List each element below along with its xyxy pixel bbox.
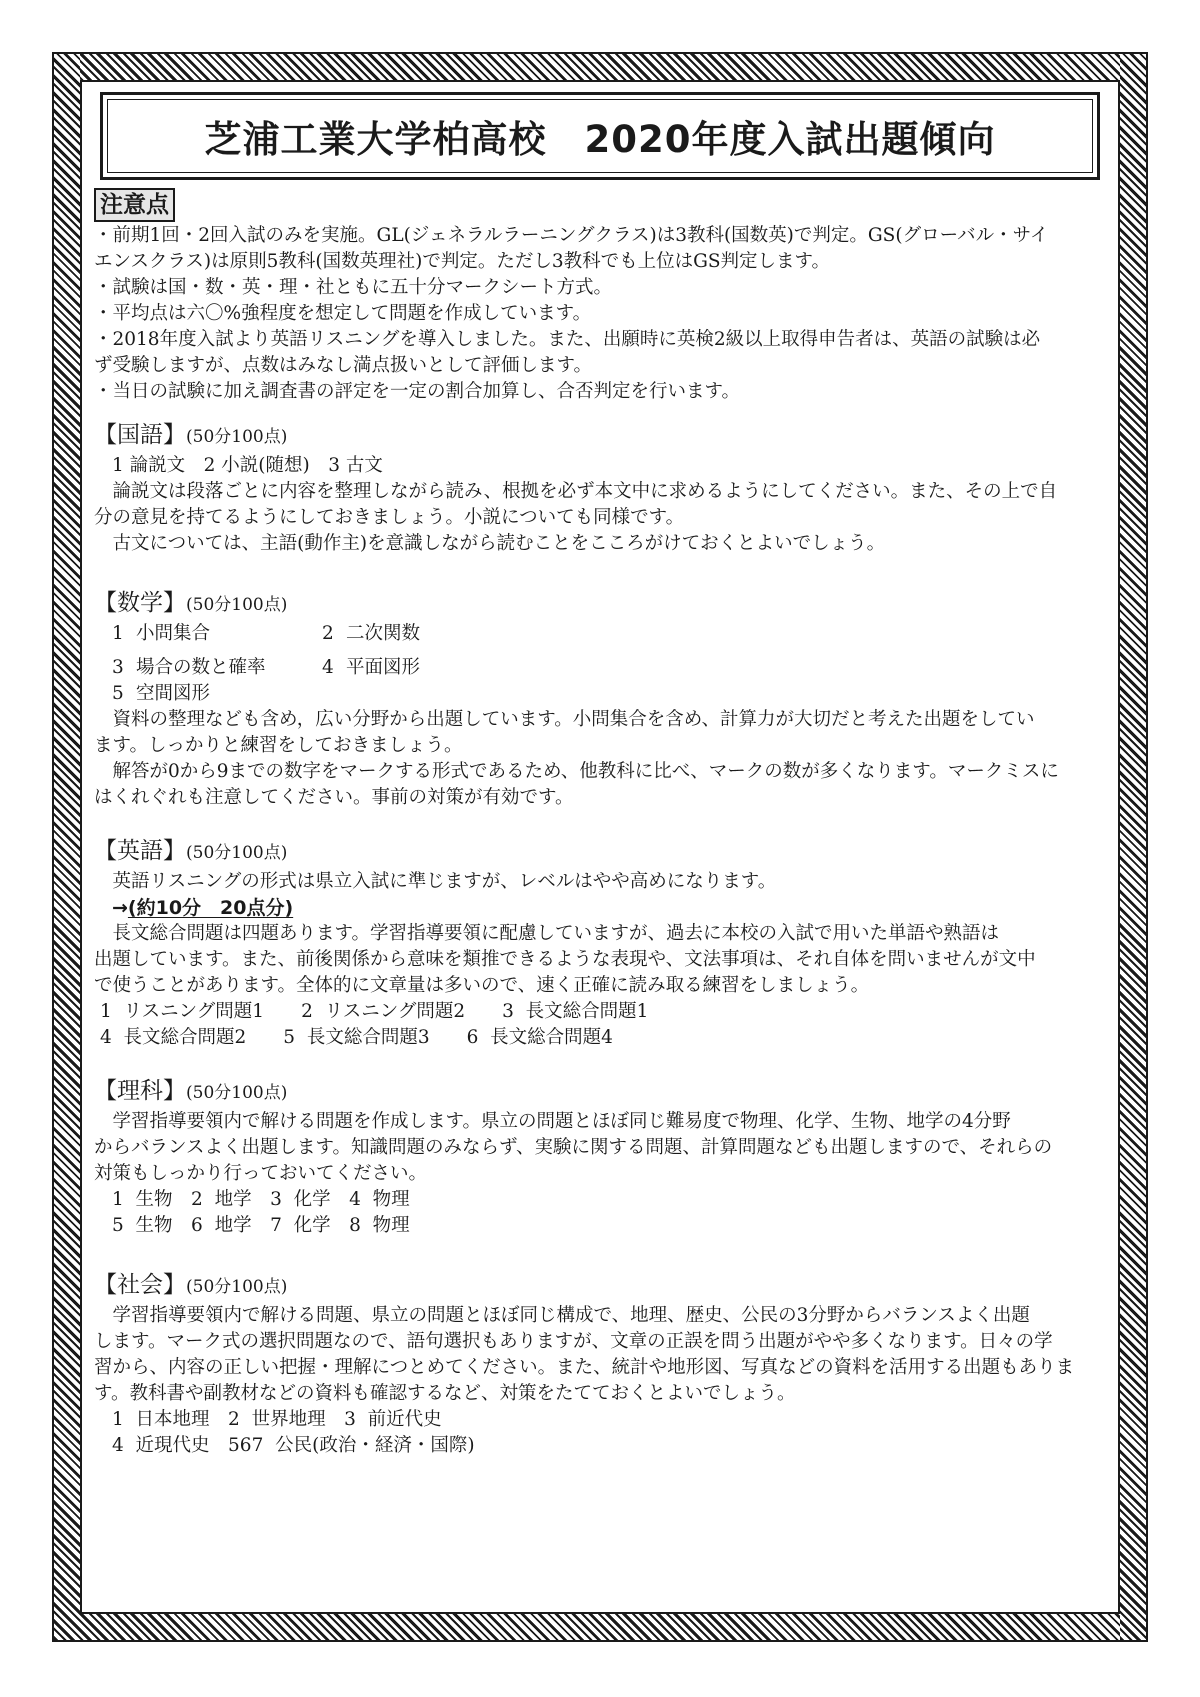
rope-border-bottom — [54, 1614, 1146, 1640]
paragraph-line: 論説文は段落ごとに内容を整理しながら読み、根拠を必ず本文中に求めるようにしてください。また、その上で自 — [112, 481, 1058, 502]
section-social — [94, 1269, 1114, 1459]
paragraph-line: 出題しています。また、前後関係から意味を類推できるような表現や、文法事項は、それ自体を問いませんが文中 — [94, 949, 1036, 970]
section-title: 【社会】 — [94, 1272, 186, 1298]
listening-time-points: (約10分 20点分) — [127, 897, 294, 919]
topic-list-row — [94, 655, 1114, 681]
paragraph-line: ます。しっかりと練習をしておきましょう。 — [94, 735, 463, 756]
topic-list-row: 1 日本地理 2 世界地理 3 前近代史 — [112, 1409, 442, 1430]
paragraph-line: 学習指導要領内で解ける問題、県立の問題とほぼ同じ構成で、地理、歴史、公民の3分野からバランスよく出題 — [112, 1305, 1030, 1326]
paragraph-line: 解答が0から9までの数字をマークする形式であるため、他教科に比べ、マークの数が多くなります。マークミスに — [112, 761, 1059, 782]
section-japanese — [94, 419, 1114, 557]
notice-line: ・平均点は六〇%強程度を想定して問題を作成しています。 — [94, 303, 592, 324]
listening-note — [94, 895, 1114, 921]
section-heading — [94, 587, 1114, 621]
section-title: 【理科】 — [94, 1078, 186, 1104]
rope-border-left — [54, 54, 80, 1640]
notice-line: ず受験しますが、点数はみなし満点扱いとして評価します。 — [94, 355, 593, 376]
paragraph-line: 習から、内容の正しい把握・理解につとめてください。また、統計や地形図、写真などの資料を活用する出題もありま — [94, 1357, 1075, 1378]
topic-list-row: 4 近現代史 567 公民(政治・経済・国際) — [112, 1435, 475, 1456]
topic-list-row: 1 リスニング問題1 2 リスニング問題2 3 長文総合問題1 — [100, 1001, 649, 1022]
paragraph-line: で使うことがあります。全体的に文章量は多いので、速く正確に読み取る練習をしましょう。 — [94, 975, 870, 996]
notice-line: ・前期1回・2回入試のみを実施。GL(ジェネラルラーニングクラス)は3教科(国数英)で判定。GS(グローバル・サイ — [94, 225, 1049, 246]
section-title: 【英語】 — [94, 838, 186, 864]
paragraph-line: 学習指導要領内で解ける問題を作成します。県立の問題とほぼ同じ難易度で物理、化学、生物、地学の4分野 — [112, 1111, 1011, 1132]
topic-list-row: 5 生物 6 地学 7 化学 8 物理 — [112, 1215, 410, 1236]
topic-item: 2 二次関数 — [322, 623, 421, 644]
notice-line: ・2018年度入試より英語リスニングを導入しました。また、出願時に英検2級以上取得申告者は、英語の試験は必 — [94, 329, 1041, 350]
topic-list-row — [94, 621, 1114, 647]
section-meta: (50分100点) — [186, 1277, 288, 1297]
section-english — [94, 835, 1114, 1051]
section-science — [94, 1075, 1114, 1239]
paragraph-line: します。マーク式の選択問題なので、語句選択もありますが、文章の正誤を問う出題がやや多くなります。日々の学 — [94, 1331, 1053, 1352]
section-heading — [94, 1075, 1114, 1109]
section-title: 【国語】 — [94, 422, 186, 448]
paragraph-line: 古文については、主語(動作主)を意識しながら読むことをこころがけておくとよいでしょう。 — [112, 533, 886, 554]
title-box — [100, 92, 1100, 180]
section-meta: (50分100点) — [186, 843, 288, 863]
section-meta: (50分100点) — [186, 427, 288, 447]
paragraph-line: 分の意見を持てるようにしておきましょう。小説についても同様です。 — [94, 507, 685, 528]
notice-section — [94, 188, 1114, 405]
paragraph-line: 長文総合問題は四題あります。学習指導要領に配慮していますが、過去に本校の入試で用いた単語や熟語は — [112, 923, 1000, 944]
section-heading — [94, 419, 1114, 453]
paragraph-line: はくれぐれも注意してください。事前の対策が有効です。 — [94, 787, 574, 808]
title-box-inner — [107, 99, 1093, 173]
section-meta: (50分100点) — [186, 595, 288, 615]
notice-line: エンスクラス)は原則5教科(国数英理社)で判定。ただし3教科でも上位はGS判定します。 — [94, 251, 831, 272]
notice-heading: 注意点 — [94, 188, 175, 222]
topic-item: 5 空間図形 — [112, 683, 211, 704]
section-meta: (50分100点) — [186, 1083, 288, 1103]
topic-item: 1 小問集合 — [112, 623, 211, 644]
topic-list: 1 論説文 2 小説(随想) 3 古文 — [112, 455, 383, 476]
section-title: 【数学】 — [94, 590, 186, 616]
notice-line: ・当日の試験に加え調査書の評定を一定の割合加算し、合否判定を行います。 — [94, 381, 741, 402]
section-heading — [94, 835, 1114, 869]
section-heading — [94, 1269, 1114, 1303]
section-math — [94, 587, 1114, 811]
topic-list-row — [94, 681, 1114, 707]
paragraph-line: からバランスよく出題します。知識問題のみならず、実験に関する問題、計算問題なども出題しますので、それらの — [94, 1137, 1053, 1158]
document-body — [94, 188, 1114, 1459]
paragraph-line: す。教科書や副教材などの資料も確認するなど、対策をたてておくとよいでしょう。 — [94, 1383, 796, 1404]
page-title: 芝浦工業大学柏高校 2020年度入試出題傾向 — [204, 118, 996, 161]
rope-border-top — [54, 54, 1146, 80]
topic-list-row: 1 生物 2 地学 3 化学 4 物理 — [112, 1189, 410, 1210]
topic-item: 3 場合の数と確率 — [112, 657, 266, 678]
notice-line: ・試験は国・数・英・理・社ともに五十分マークシート方式。 — [94, 277, 613, 298]
paragraph-line: 対策もしっかり行っておいてください。 — [94, 1163, 428, 1184]
arrow-icon: → — [112, 897, 128, 919]
topic-list-row: 4 長文総合問題2 5 長文総合問題3 6 長文総合問題4 — [100, 1027, 613, 1048]
topic-item: 4 平面図形 — [322, 657, 421, 678]
paragraph-line: 資料の整理なども含め，広い分野から出題しています。小問集合を含め、計算力が大切だと考えた出題をしてい — [112, 709, 1035, 730]
rope-border-right — [1120, 54, 1146, 1640]
paragraph-line: 英語リスニングの形式は県立入試に準じますが、レベルはやや高めになります。 — [112, 871, 777, 892]
